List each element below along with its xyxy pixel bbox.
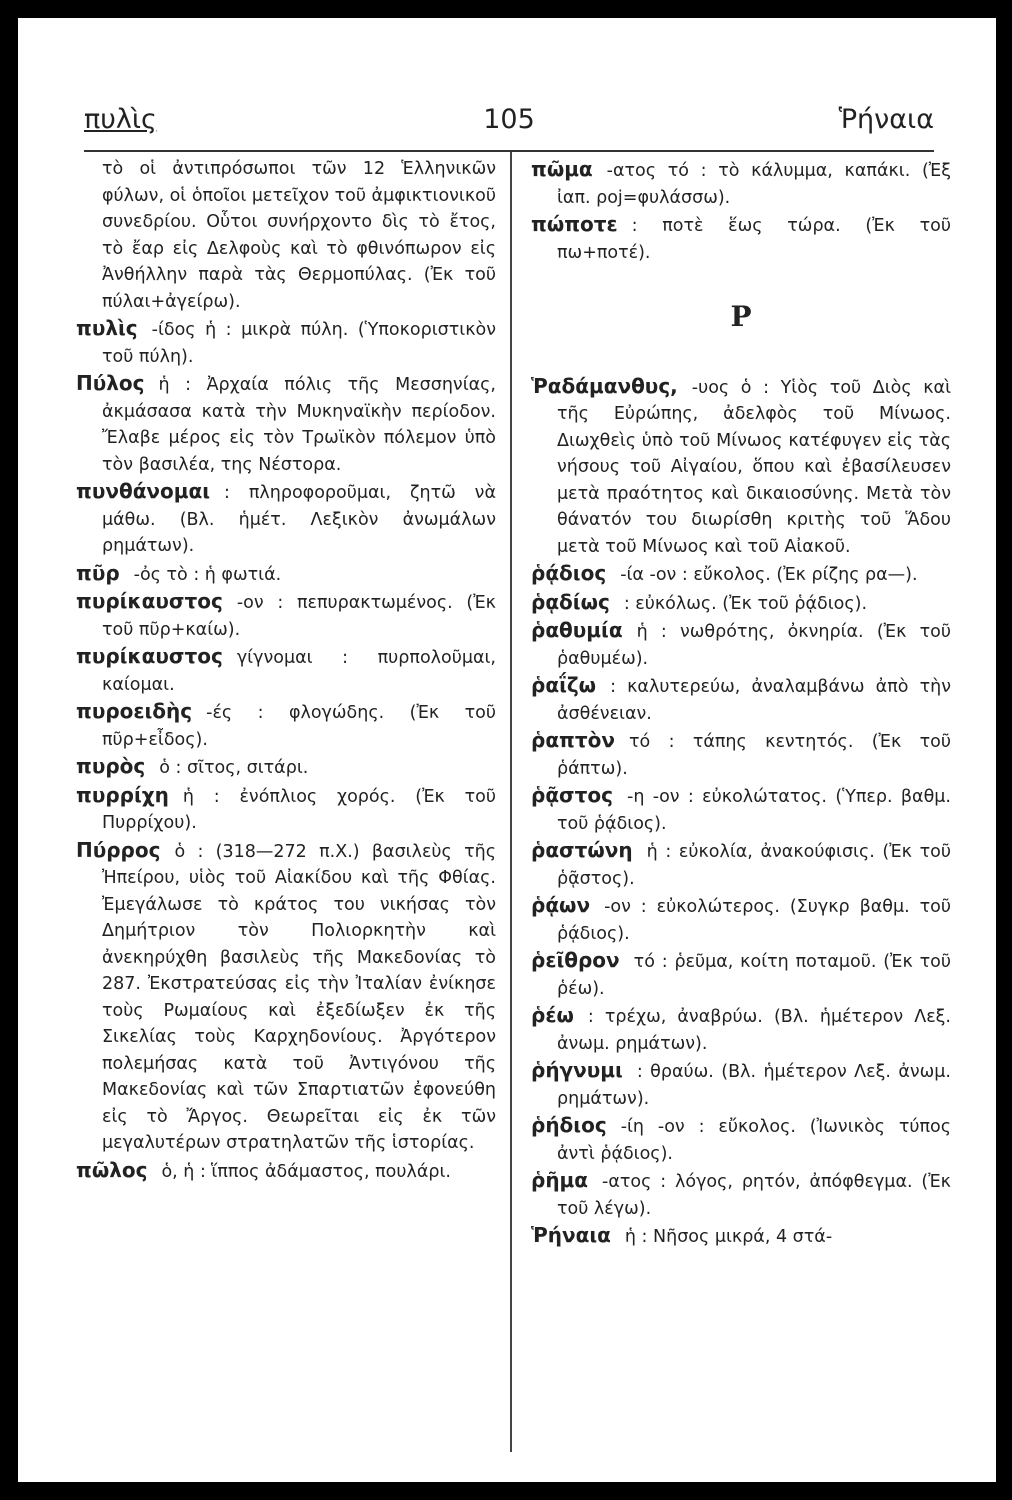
dictionary-entry (76, 370, 496, 478)
entry-headword: πυρρίχη (76, 782, 169, 807)
dictionary-entry (76, 478, 496, 560)
dictionary-entry (531, 156, 951, 211)
dictionary-entry (531, 560, 951, 589)
dictionary-entry (531, 947, 951, 1002)
left-column (76, 156, 496, 1185)
entry-definition: τό : ῥεῦμα, κοίτη ποταμοῦ. (Ἐκ τοῦ ῥέω). (557, 952, 951, 999)
entry-headword: πῶμα (531, 157, 593, 181)
entry-headword: πυρίκαυστος (76, 589, 223, 613)
dictionary-entry (76, 588, 496, 643)
entry-definition: : πληροφοροῦμαι, ζητῶ νὰ μάθω. (Βλ. ἡμέτ. Λεξικὸν ἀνωμάλων ρημάτων). (102, 483, 496, 556)
dictionary-entry (76, 753, 496, 782)
dictionary-entry (531, 837, 951, 892)
entry-headword: Ῥαδάμανθυς, (531, 373, 678, 398)
dictionary-entry (531, 617, 951, 672)
entry-continuation: τὸ οἱ ἀντιπρόσωποι τῶν 12 Ἑλληνικῶν φύλων, οἱ ὁποῖοι μετεῖχον τοῦ ἀμφικτιονικοῦ συνεδρίου. Οὗτοι συνήρχοντο δὶς τὸ ἔτος, τὸ ἔαρ εἰς Δελφοὺς καὶ τὸ φθινόπωρον εἰς Ἀνθήλλην παρὰ τὰς Θερμοπύλας. (Ἐκ τοῦ πύλαι+ἀγείρω). (102, 159, 496, 312)
entry-headword: πυρὸς (76, 754, 146, 778)
dictionary-entry (531, 672, 951, 727)
entry-definition: γίγνομαι : πυρπολοῦμαι, καίομαι. (102, 648, 496, 695)
entry-headword: πυρίκαυστος (76, 644, 223, 668)
entry-definition: -η -ον : εὐκολώτατος. (Ὑπερ. βαθμ. τοῦ ῥᾴδιος). (557, 787, 951, 834)
entry-headword: πυλὶς (76, 316, 138, 340)
entry-headword: πῦρ (76, 560, 120, 585)
entry-definition: -ατος τό : τὸ κάλυμμα, καπάκι. (Ἐξ ἰαπ. ροj=φυλάσσω). (557, 161, 951, 208)
entry-definition: -ατος : λόγος, ρητόν, ἀπόφθεγμα. (Ἐκ τοῦ λέγω). (557, 1172, 951, 1219)
dictionary-entry (76, 315, 496, 370)
entry-headword: πυνθάνομαι (76, 479, 211, 503)
entry-headword: ῥῆμα (531, 1168, 589, 1192)
dictionary-entry (76, 643, 496, 698)
column-divider (510, 152, 512, 1452)
entry-definition: : εὐκόλως. (Ἐκ τοῦ ῥᾴδιος). (623, 593, 868, 614)
entry-definition: τό : τάπης κεντητός. (Ἐκ τοῦ ῥάπτω). (557, 732, 951, 779)
entry-definition: -ον : εὐκολώτερος. (Συγκρ βαθμ. τοῦ ῥᾴδιος). (557, 897, 951, 944)
entry-definition: : ποτὲ ἕως τώρα. (Ἐκ τοῦ πω+ποτέ). (557, 216, 951, 263)
entry-headword: ῥαστώνη (531, 838, 633, 862)
entry-headword: ῥεῖθρον (531, 948, 620, 972)
dictionary-entry (531, 589, 951, 618)
entry-definition: ὁ, ἡ : ἵππος ἀδάμαστος, πουλάρι. (161, 1161, 451, 1182)
dictionary-page (18, 18, 996, 1482)
entry-headword: Ῥήναια (531, 1223, 611, 1247)
entry-definition: ἡ : Νῆσος μικρά, 4 στά- (624, 1227, 833, 1247)
dictionary-entry (531, 1112, 951, 1167)
entry-definition: -υος ὁ : Υἱὸς τοῦ Διὸς καὶ τῆς Εὐρώπης, ἀδελφὸς τοῦ Μίνωος. Διωχθεὶς ὑπὸ τοῦ Μίνωος κατέφυγεν εἰς τὰς νήσους τοῦ Αἰγαίου, ὅπου καὶ ἐβασίλευσεν μετὰ πραότητος καὶ δικαιοσύνης. Μετὰ τὸν θάνατόν του διωρίσθη κριτὴς τοῦ Ἅδου μετὰ τοῦ Μίνωος καὶ τοῦ Αἰακοῦ. (557, 377, 951, 557)
page-number: 105 (483, 104, 535, 135)
entry-definition: : θραύω. (Βλ. ἡμέτερον Λεξ. ἀνωμ. ρημάτων). (557, 1062, 951, 1109)
dictionary-entry (531, 892, 951, 947)
entry-definition: ἡ : Ἀρχαία πόλις τῆς Μεσσηνίας, ἀκμάσασα κατὰ τὴν Μυκηναϊκὴν περίοδον. Ἔλαβε μέρος εἰς τὸν Τρωϊκὸν πόλεμον ὑπὸ τὸν βασιλέα, της Νέστορα. (102, 375, 496, 475)
dictionary-entry (76, 782, 496, 837)
entry-definition: ἡ : νωθρότης, ὀκνηρία. (Ἐκ τοῦ ῥαθυμέω). (557, 622, 951, 669)
entry-definition: : τρέχω, ἀναβρύω. (Βλ. ἡμέτερον Λεξ. ἀνωμ. ρημάτων). (557, 1007, 951, 1054)
entry-definition: -ον : πεπυρακτωμένος. (Ἐκ τοῦ πῦρ+καίω). (102, 593, 496, 640)
header-last-word: Ῥήναια (838, 104, 934, 135)
entry-headword: Πύρρος (76, 837, 161, 862)
dictionary-entry (531, 1167, 951, 1222)
entry-definition: -ία -ον : εὔκολος. (Ἐκ ρίζης ρα—). (620, 565, 918, 585)
entry-headword: ῥήδιος (531, 1113, 607, 1137)
entry-definition: -ίδος ἡ : μικρὰ πύλη. (Ὑποκοριστικὸν τοῦ πύλη). (102, 320, 496, 367)
entry-headword: ῥαπτὸν (531, 728, 616, 752)
right-entries-before (531, 156, 951, 266)
entry-headword: πυροειδὴς (76, 699, 193, 723)
page-header (84, 104, 934, 152)
dictionary-entry (76, 560, 496, 589)
entry-definition: ἡ : εὐκολία, ἀνακούφισις. (Ἐκ τοῦ ῥᾷστος). (557, 842, 951, 889)
entry-definition: ἡ : ἐνόπλιος χορός. (Ἐκ τοῦ Πυρρίχου). (102, 786, 496, 833)
entry-headword: ῥέω (531, 1003, 574, 1027)
dictionary-entry (76, 1157, 496, 1186)
entry-headword: πῶλος (76, 1157, 148, 1182)
dictionary-entry (531, 211, 951, 266)
dictionary-entry (531, 1222, 951, 1251)
dictionary-entry (76, 837, 496, 1157)
dictionary-entry (531, 782, 951, 837)
section-letter: Ρ (730, 300, 752, 333)
entry-headword: ῥᾴων (531, 893, 591, 917)
dictionary-entry (76, 698, 496, 753)
entry-headword: ῥᾴδιος (531, 561, 607, 585)
entry-headword: Πύλος (76, 371, 145, 395)
right-column (531, 156, 951, 1251)
entry-headword: ῥαΐζω (531, 673, 597, 697)
entry-headword: πώποτε (531, 212, 618, 236)
header-first-word: πυλὶς (84, 104, 157, 135)
entry-definition: : καλυτερεύω, ἀναλαμβάνω ἀπὸ τὴν ἀσθένειαν. (557, 677, 951, 724)
entry-definition: -ὀς τὸ : ἡ φωτιά. (133, 564, 282, 585)
dictionary-entry (531, 727, 951, 782)
left-entries (76, 315, 496, 1185)
entry-definition: -ές : φλογώδης. (Ἐκ τοῦ πῦρ+εἶδος). (102, 703, 496, 750)
entry-headword: ῥαθυμία (531, 618, 623, 642)
dictionary-entry (531, 373, 951, 561)
dictionary-entry (531, 1002, 951, 1057)
entry-definition: ὁ : (318—272 π.Χ.) βασιλεὺς τῆς Ἠπείρου, υἱὸς τοῦ Αἰακίδου καὶ τῆς Φθίας. Ἐμεγάλωσε τὸ κράτος του νικήσας τὸν Δημήτριον τὸν Πολιορκητὴν καὶ ἀνεκηρύχθη βασιλεὺς τῆς Μακεδονίας τὸ 287. Ἐκστρατεύσας εἰς τὴν Ἰταλίαν ἐνίκησε τοὺς Ρωμαίους καὶ ἐξεδίωξεν ἐκ τῆς Σικελίας τοὺς Καρχηδονίους. Ἀργότερον πολεμήσας κατὰ τοῦ Ἀντιγόνου τῆς Μακεδονίας καὶ τῶν Σπαρτιατῶν ἐφονεύθη εἰς τὸ Ἄργος. Θεωρεῖται εἰς ἐκ τῶν μεγαλυτέρων στρατηλατῶν τῆς ἱστορίας. (102, 841, 496, 1153)
dictionary-entry (531, 1057, 951, 1112)
entry-definition: ὁ : σῖτος, σιτάρι. (159, 758, 309, 778)
entry-definition: -ίη -ον : εὔκολος. (Ἰωνικὸς τύπος ἀντὶ ῥᾴδιος). (557, 1117, 951, 1164)
right-entries-after (531, 373, 951, 1251)
entry-headword: ῥήγνυμι (531, 1058, 623, 1082)
entry-headword: ῥᾷστος (531, 783, 613, 807)
entry-headword: ῥᾳδίως (531, 589, 610, 614)
